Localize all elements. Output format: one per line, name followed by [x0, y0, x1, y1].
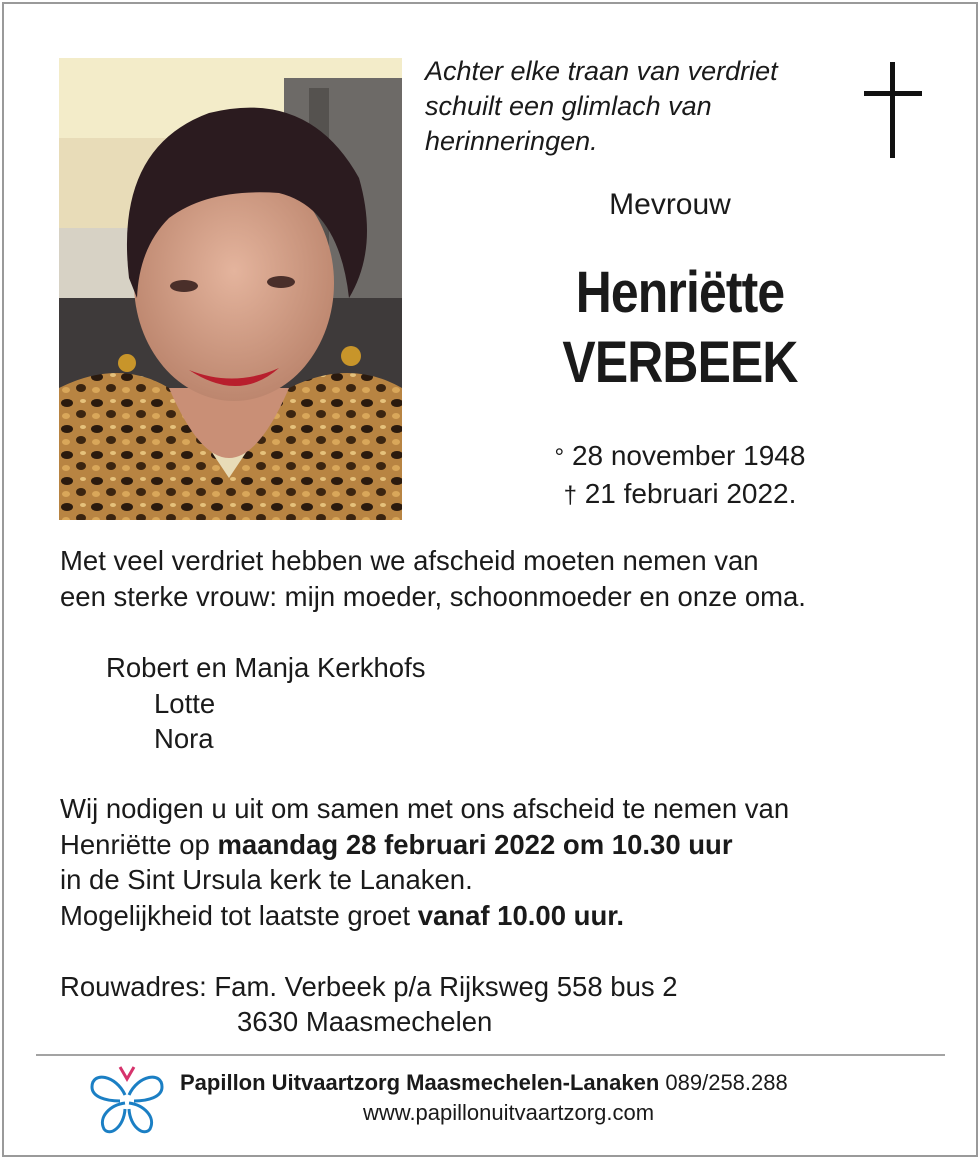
life-dates — [480, 438, 880, 514]
birth-symbol: ° — [554, 444, 565, 471]
portrait-photo — [59, 58, 402, 520]
invitation-line-1: Wij nodigen u uit om samen met ons afscheid te nemen van — [60, 793, 790, 824]
company-website[interactable]: www.papillonuitvaartzorg.com — [363, 1100, 655, 1125]
family-parents: Robert en Manja Kerkhofs — [106, 652, 426, 683]
death-symbol: † — [563, 482, 577, 509]
deceased-name — [508, 258, 852, 398]
company-phone: 089/258.288 — [665, 1070, 788, 1095]
address-line-1: Rouwadres: Fam. Verbeek p/a Rijksweg 558 bus 2 — [60, 971, 678, 1002]
honorific-title: Mevrouw — [609, 188, 731, 221]
first-name: Henriëtte — [575, 260, 785, 325]
butterfly-logo-icon — [88, 1065, 166, 1137]
quote-line-2: schuilt een glimlach van — [425, 91, 712, 121]
invitation-line-2 — [60, 827, 733, 863]
footer-divider — [36, 1054, 945, 1056]
message-line-1: Met veel verdriet hebben we afscheid moeten nemen van — [60, 545, 759, 576]
family-grandchild-2: Nora — [154, 723, 214, 754]
last-name: VERBEEK — [562, 330, 798, 395]
death-line — [480, 476, 880, 514]
invitation-line-4 — [60, 898, 624, 934]
viewing-time: vanaf 10.00 uur. — [417, 900, 625, 931]
address-line-2: 3630 Maasmechelen — [237, 1006, 493, 1037]
ceremony-datetime: maandag 28 februari 2022 om 10.30 uur — [217, 829, 733, 860]
invitation-line-4-prefix: Mogelijkheid tot laatste groet — [60, 900, 418, 931]
company-line — [180, 1068, 788, 1098]
invitation-line-3: in de Sint Ursula kerk te Lanaken. — [60, 864, 473, 895]
birth-date: 28 november 1948 — [571, 440, 806, 471]
quote-line-3: herinneringen. — [425, 126, 598, 156]
company-name: Papillon Uitvaartzorg Maasmechelen-Lanaken — [180, 1070, 660, 1095]
cross-icon — [864, 62, 922, 158]
birth-line — [480, 438, 880, 476]
invitation-line-2-prefix: Henriëtte op — [60, 829, 218, 860]
memorial-quote — [425, 54, 845, 159]
death-date: 21 februari 2022. — [584, 478, 797, 509]
quote-line-1: Achter elke traan van verdriet — [425, 56, 778, 86]
message-line-2: een sterke vrouw: mijn moeder, schoonmoeder en onze oma. — [60, 581, 806, 612]
funeral-home-footer — [180, 1068, 788, 1128]
family-grandchild-1: Lotte — [154, 688, 216, 719]
